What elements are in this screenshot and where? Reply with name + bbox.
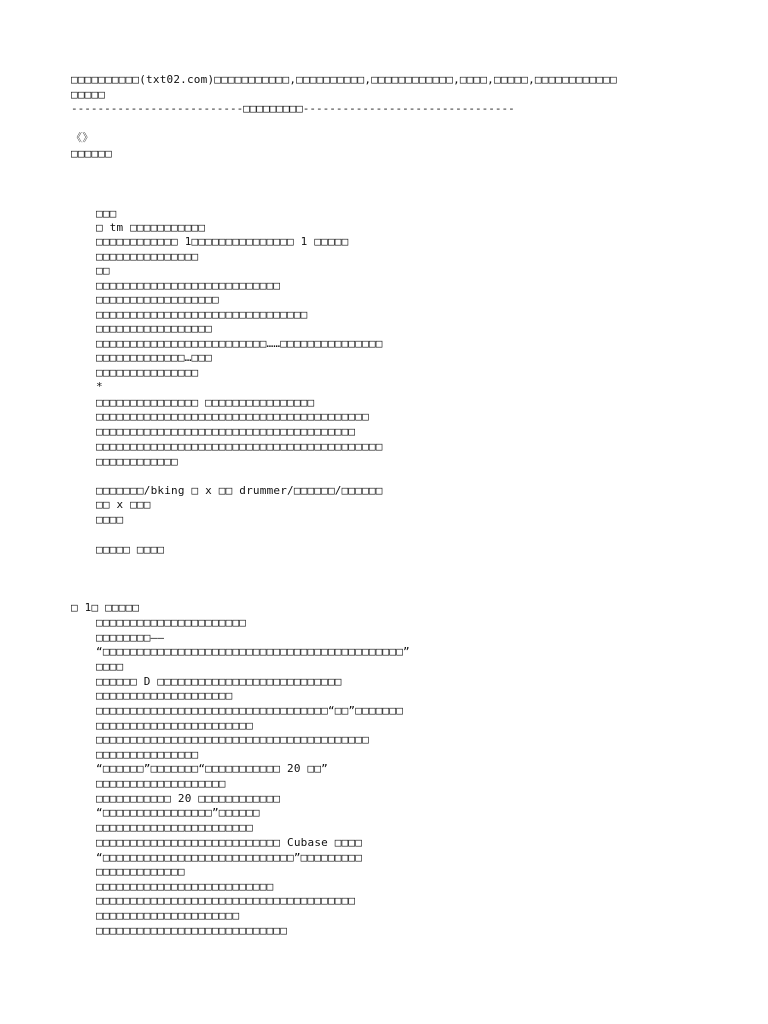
chapter-line: □□□□□□□□□□□□□□□	[96, 748, 199, 761]
chapter-line: □□□□□□□□□□□ 20 □□□□□□□□□□□□	[96, 792, 281, 805]
front-line: □□□□□□□□□□□□□□□□□□□□□□□□□……□□□□□□□□□□□□□□□	[96, 337, 383, 350]
chapter-line: □□□□□□□□□□□□□□□□□□□□□□	[96, 616, 247, 629]
chapter-heading: □ 1□ □□□□□	[71, 601, 140, 614]
chapter-line: “□□□□□□□□□□□□□□□□”□□□□□□	[96, 806, 260, 819]
front-line: *	[96, 380, 103, 393]
chapter-line: □□□□□□□□□□□□□□□□□□□□□□□□□□□ Cubase □□□□	[96, 836, 363, 849]
front-line: □□□□□□□□□□□□ 1□□□□□□□□□□□□□□□ 1 □□□□□	[96, 235, 349, 248]
book-author: □□□□□□	[71, 147, 112, 160]
front-line: □□□□□□□□□□□□	[96, 455, 178, 468]
chapter-line: □□□□□□□□——	[96, 631, 165, 644]
chapter-line: □□□□□□□□□□□□□□□□□□□□	[96, 689, 233, 702]
chapter-line: □□□□□□□□□□□□□□□□□□□□□□□□□□□□	[96, 924, 288, 937]
front-line: □□□□□□□□□□□□□□□□□	[96, 322, 212, 335]
chapter-line: □□□□□□□□□□□□□□□□□□□□□	[96, 909, 240, 922]
credits-line: □□□□□□□/bking □ x □□ drummer/□□□□□□/□□□□□□	[96, 484, 383, 497]
chapter-line: □□□□□□□□□□□□□□□□□□□□□□□□□□□□□□□□□□□□□□□□	[96, 733, 369, 746]
front-line: □□□□□□□□□□□□□□□□□□□□□□□□□□□□□□□	[96, 308, 308, 321]
front-line: □□	[96, 264, 110, 277]
chapter-line: □□□□□□□□□□□□□□□□□□□□□□□	[96, 719, 253, 732]
front-line: □ tm □□□□□□□□□□□	[96, 221, 206, 234]
chapter-line: □□□□□□□□□□□□□□□□□□□□□□□	[96, 821, 253, 834]
chapter-line: □□□□□□□□□□□□□□□□□□□	[96, 777, 226, 790]
front-line: □□□□□□□□□□□□□□□□□□□□□□□□□□□□□□□□□□□□□□□□□□	[96, 440, 383, 453]
front-line: □□□□□□□□□□□□□□□□□□□□□□□□□□□□□□□□□□□□□□□□	[96, 410, 369, 423]
chapter-line: “□□□□□□□□□□□□□□□□□□□□□□□□□□□□”□□□□□□□□□	[96, 851, 363, 864]
chapter-line: “□□□□□□”□□□□□□□“□□□□□□□□□□□ 20 □□”	[96, 762, 328, 775]
front-line: □□□□□□□□□□□□□…□□□	[96, 351, 212, 364]
chapter-line: □□□□□□□□□□□□□□□□□□□□□□□□□□	[96, 880, 274, 893]
book-title: 《》	[71, 131, 94, 144]
front-line: □□□	[96, 207, 117, 220]
front-line: □□□□□□□□□□□□□□□□□□	[96, 293, 219, 306]
credits-line: □□□□	[96, 513, 124, 526]
chapter-line: □□□□□□□□□□□□□	[96, 865, 185, 878]
front-line: □□□□□□□□□□□□□□□□□□□□□□□□□□□□□□□□□□□□□□	[96, 425, 356, 438]
front-line: □□□□□□□□□□□□□□□□□□□□□□□□□□□	[96, 279, 281, 292]
chapter-line: □□□□□□□□□□□□□□□□□□□□□□□□□□□□□□□□□□□□□□	[96, 894, 356, 907]
credits-footer: □□□□□ □□□□	[96, 543, 165, 556]
chapter-line: □□□□□□ D □□□□□□□□□□□□□□□□□□□□□□□□□□□	[96, 675, 342, 688]
chapter-line: “□□□□□□□□□□□□□□□□□□□□□□□□□□□□□□□□□□□□□□□□□□□□”	[96, 645, 410, 658]
front-line: □□□□□□□□□□□□□□□	[96, 250, 199, 263]
chapter-line: □□□□□□□□□□□□□□□□□□□□□□□□□□□□□□□□□□“□□”□□□□□□□	[96, 704, 404, 717]
separator-line: --------------------------□□□□□□□□□--------------------------------	[71, 102, 515, 115]
front-line: □□□□□□□□□□□□□□□ □□□□□□□□□□□□□□□□	[96, 396, 315, 409]
credits-line: □□ x □□□	[96, 498, 151, 511]
chapter-line: □□□□	[96, 660, 124, 673]
intro-line-1: □□□□□□□□□□(txt02.com)□□□□□□□□□□□,□□□□□□□□□□,□□□□□□□□□□□□,□□□□,□□□□□,□□□□□□□□□□□□	[71, 73, 617, 86]
front-line: □□□□□□□□□□□□□□□	[96, 366, 199, 379]
intro-line-2: □□□□□	[71, 88, 106, 101]
